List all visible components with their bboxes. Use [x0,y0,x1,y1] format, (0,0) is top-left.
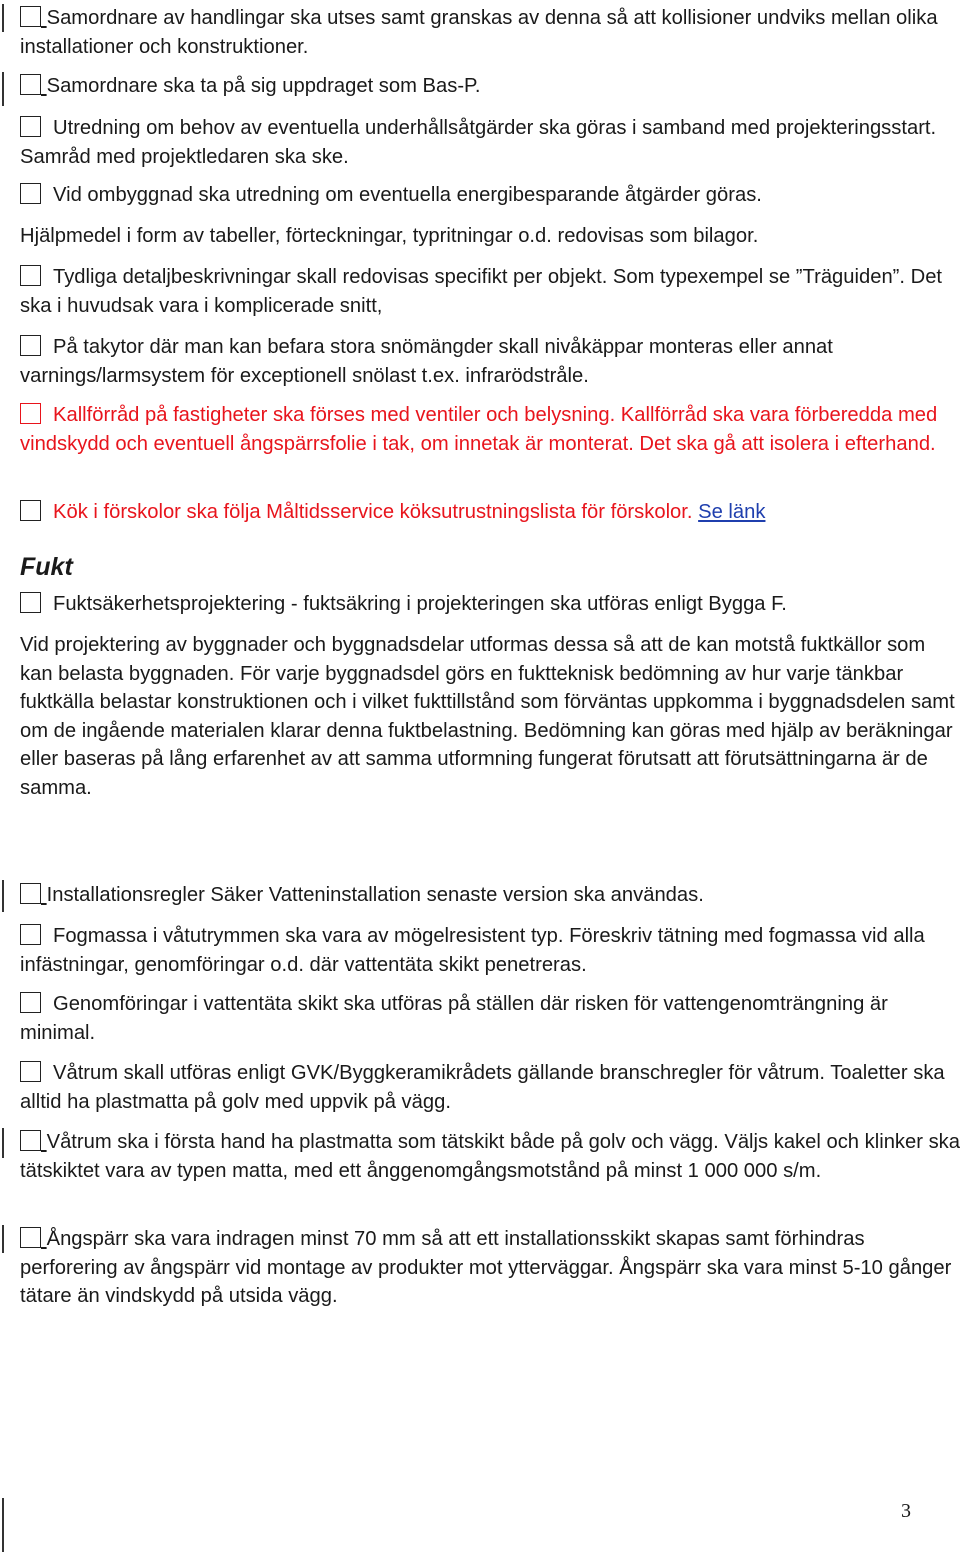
checklist-item [20,401,960,458]
checkbox[interactable] [20,183,41,204]
checklist-item [20,1059,960,1116]
change-bar [2,880,4,912]
item-text: Fuktsäkerhetsprojektering - fuktsäkring i projekteringen ska utföras enligt Bygga F. [53,593,787,615]
checklist-item [20,72,960,101]
paragraph [20,222,960,251]
item-text: Fogmassa i våtutrymmen ska vara av mögelresistent typ. Föreskriv tätning med fogmassa vid alla infästningar, genomföringar o.d. där vattentäta skikt penetreras. [20,925,925,976]
change-bar [2,1498,4,1552]
checklist-item [20,4,960,61]
checkbox[interactable] [20,74,41,95]
paragraph [20,631,960,802]
checkbox[interactable] [20,924,41,945]
checkbox[interactable] [20,116,41,137]
checklist-item [20,1225,960,1311]
item-text: På takytor där man kan befara stora snömängder skall nivåkäppar monteras eller annat varnings/larmsystem för exceptionell snölast t.ex. infrarödstråle. [20,336,833,387]
item-text: Ångspärr ska vara indragen minst 70 mm så att ett installationsskikt skapas samt förhindras perforering av ångspärr vid montage av produkter mot ytterväggar. Ångspärr ska vara minst 5-10 gånger tätare än vindskydd på utsida vägg. [20,1228,952,1307]
checkbox[interactable] [20,265,41,286]
checkbox[interactable] [20,992,41,1013]
se-lank-link[interactable]: Se länk [698,501,766,523]
paragraph-text: Hjälpmedel i form av tabeller, förteckningar, typritningar o.d. redovisas som bilagor. [20,225,759,247]
item-text: Kallförråd på fastigheter ska förses med ventiler och belysning. Kallförråd ska vara förberedda med vindskydd och eventuell ångspärrsfolie i tak, om innetak är monterat. Det ska gå att isolera i efterhand. [20,404,938,455]
item-text: Vid ombyggnad ska utredning om eventuella energibesparande åtgärder göras. [53,184,762,206]
item-text: Kök i förskolor ska följa Måltidsservice köksutrustningslista för förskolor. [53,501,693,523]
paragraph-text: Vid projektering av byggnader och byggnadsdelar utformas dessa så att de kan motstå fuktkällor som kan belasta byggnaden. För varje byggnadsdel görs en fuktteknisk bedömning av hur varje tänkbar fuktkälla belastar konstruktionen och i vilket fukttillstånd som förväntas uppkomma i byggnadsdelen samt om de ingående materialen klarar denna fuktbelastning. Bedömning kan göras med hjälp av beräkningar eller baseras på lång erfarenhet av att samma utformning fungerat förutsatt att förutsättningarna är de samma. [20,634,955,799]
item-text: Samordnare ska ta på sig uppdraget som Bas-P. [46,75,481,97]
checkbox[interactable] [20,592,41,613]
item-text: Våtrum skall utföras enligt GVK/Byggkeramikrådets gällande branschregler för våtrum. Toaletter ska alltid ha plastmatta på golv med uppvik på vägg. [20,1062,945,1113]
checklist-item [20,114,960,171]
checkbox[interactable] [20,883,41,904]
change-bar [2,4,4,32]
item-text: Samordnare av handlingar ska utses samt granskas av denna så att kollisioner undviks mellan olika installationer och konstruktioner. [20,7,938,58]
checklist-item [20,990,960,1047]
page-number: 3 [901,1500,911,1522]
checklist-item [20,333,960,390]
item-text: Installationsregler Säker Vatteninstallation senaste version ska användas. [46,884,704,906]
checkbox[interactable] [20,6,41,27]
checklist-item [20,881,960,910]
item-text: Våtrum ska i första hand ha plastmatta som tätskikt både på golv och vägg. Väljs kakel och klinker ska tätskiktet vara av typen matta, med ett ånggenomgångsmotstånd på minst 1 000 000 s/m. [20,1131,960,1182]
checklist-item [20,590,960,619]
section-heading: Fukt [20,553,73,581]
checkbox[interactable] [20,335,41,356]
checkbox[interactable] [20,403,41,424]
checklist-item [20,498,960,527]
checklist-item [20,1128,960,1185]
item-text: Genomföringar i vattentäta skikt ska utföras på ställen där risken för vattengenomträngning är minimal. [20,993,888,1044]
checkbox[interactable] [20,1061,41,1082]
change-bar [2,1225,4,1253]
checkbox[interactable] [20,500,41,521]
change-bar [2,72,4,106]
item-text: Tydliga detaljbeskrivningar skall redovisas specifikt per objekt. Som typexempel se ”Träguiden”. Det ska i huvudsak vara i komplicerade snitt, [20,266,943,317]
checklist-item [20,922,960,979]
checkbox[interactable] [20,1130,41,1151]
item-text: Utredning om behov av eventuella underhållsåtgärder ska göras i samband med projekteringsstart. Samråd med projektledaren ska ske. [20,117,937,168]
change-bar [2,1128,4,1158]
checklist-item [20,181,960,210]
checkbox[interactable] [20,1227,41,1248]
checklist-item [20,263,960,320]
